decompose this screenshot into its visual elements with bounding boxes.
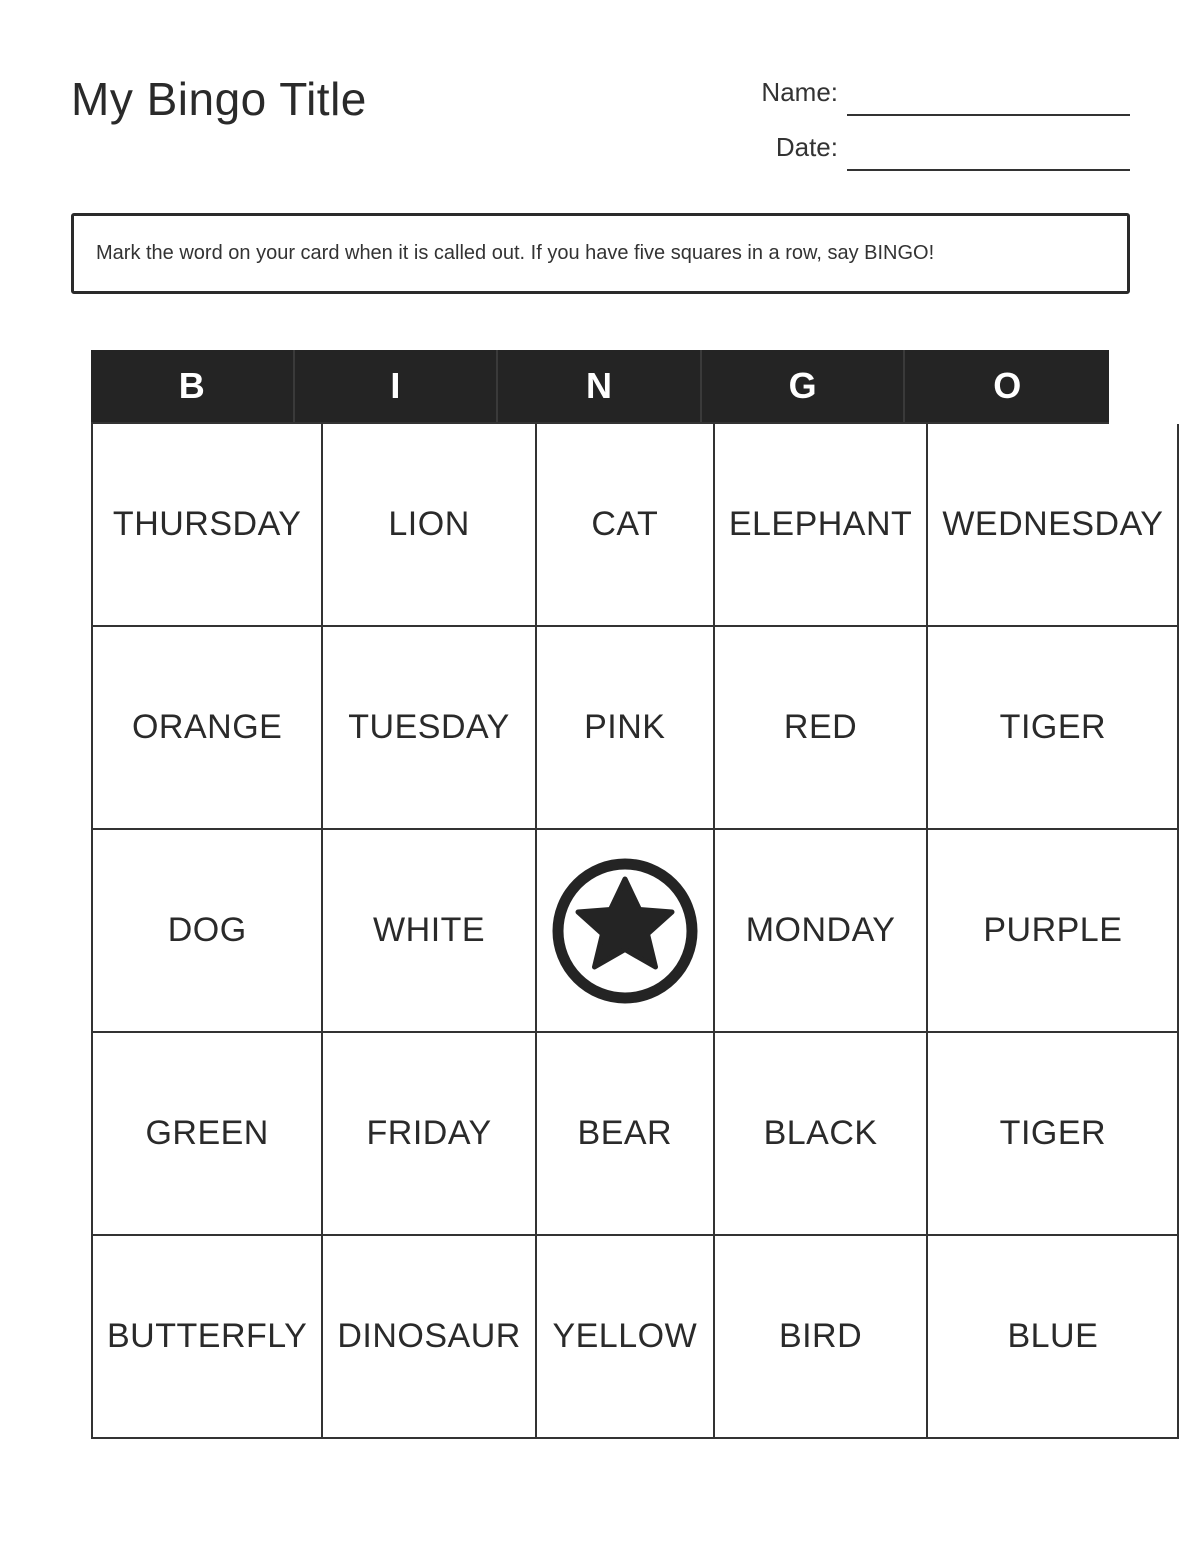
bingo-cell[interactable] [928,424,1179,627]
bingo-cell[interactable] [93,830,323,1033]
cell-word: FRIDAY [366,1114,492,1152]
star-in-circle-icon [551,857,699,1005]
instructions-text: Mark the word on your card when it is called out. If you have five squares in a row, say BINGO! [96,242,935,264]
bingo-cell[interactable] [537,424,715,627]
cell-word: BLUE [1007,1317,1099,1355]
cell-word: ELEPHANT [728,505,913,543]
date-line[interactable] [847,169,1130,171]
bingo-cell[interactable] [715,424,929,627]
bingo-cell[interactable] [323,1236,536,1439]
cell-word: TIGER [999,708,1107,746]
bingo-cell[interactable] [323,830,536,1033]
date-field[interactable] [700,131,1130,171]
bingo-cell[interactable] [93,1236,323,1439]
cell-word: GREEN [145,1114,269,1152]
cell-word: YELLOW [552,1317,698,1355]
bingo-letter-g: G [702,350,906,422]
cell-word: WHITE [373,911,486,949]
cell-word: BEAR [577,1114,673,1152]
cell-word: BUTTERFLY [107,1317,308,1355]
bingo-cell[interactable] [928,627,1179,830]
cell-word: ORANGE [131,708,283,746]
cell-word: PINK [584,708,666,746]
bingo-cell[interactable] [323,424,536,627]
bingo-cell[interactable] [93,627,323,830]
bingo-card [91,350,1164,1439]
bingo-cell[interactable] [93,424,323,627]
cell-word: BLACK [763,1114,878,1152]
name-field[interactable] [700,76,1130,116]
bingo-cell[interactable] [928,1236,1179,1439]
cell-word: PURPLE [983,911,1123,949]
bingo-grid [91,422,1164,1439]
bingo-cell[interactable] [93,1033,323,1236]
name-label: Name: [761,77,838,107]
cell-word: CAT [591,505,659,543]
bingo-cell[interactable] [715,627,929,830]
bingo-letter-i: I [295,350,499,422]
bingo-letter-o: O [993,365,1022,406]
cell-word: DINOSAUR [337,1317,521,1355]
bingo-cell[interactable] [928,830,1179,1033]
bingo-cell[interactable] [537,1033,715,1236]
bingo-cell[interactable] [537,627,715,830]
free-space-cell[interactable] [537,830,715,1033]
page-title: My Bingo Title [71,73,367,125]
bingo-cell[interactable] [715,1033,929,1236]
bingo-cell[interactable] [537,1236,715,1439]
cell-word: MONDAY [745,911,896,949]
cell-word: WEDNESDAY [942,505,1164,543]
cell-word: BIRD [778,1317,863,1355]
cell-word: DOG [167,911,247,949]
cell-word: RED [783,708,858,746]
bingo-cell[interactable] [715,1236,929,1439]
instructions-box [71,213,1130,294]
date-label: Date: [775,132,838,162]
bingo-cell[interactable] [323,627,536,830]
bingo-cell[interactable] [715,830,929,1033]
cell-word: TUESDAY [348,708,510,746]
bingo-cell[interactable] [928,1033,1179,1236]
cell-word: LION [388,505,470,543]
name-line[interactable] [847,114,1130,116]
bingo-letter-n: N [498,350,702,422]
bingo-letter-b: B [91,350,295,422]
bingo-header-row [91,350,1109,422]
bingo-cell[interactable] [323,1033,536,1236]
cell-word: TIGER [999,1114,1107,1152]
cell-word: THURSDAY [112,505,302,543]
